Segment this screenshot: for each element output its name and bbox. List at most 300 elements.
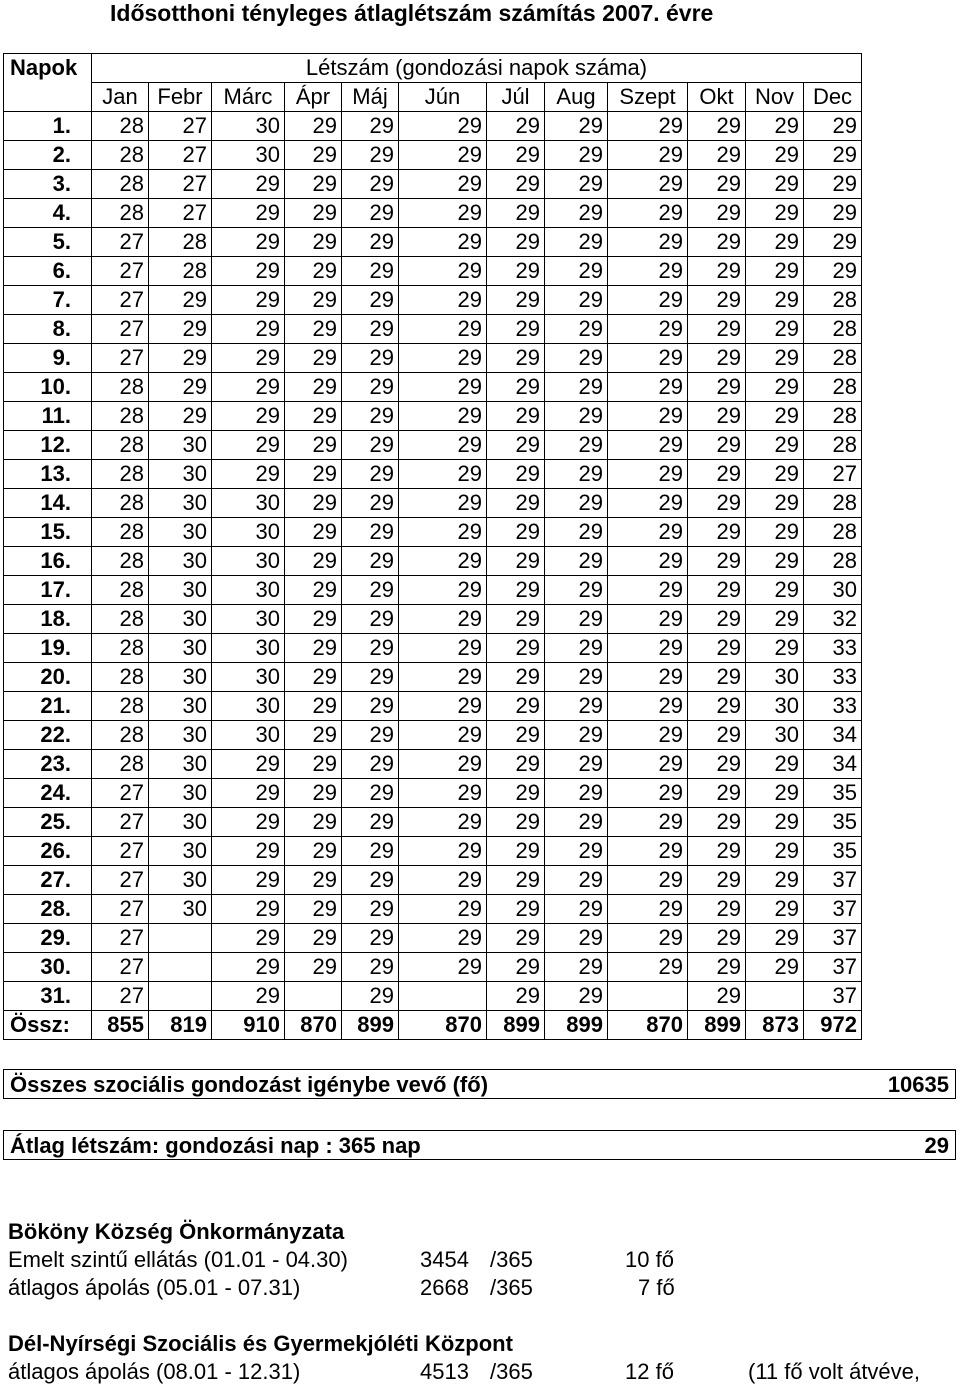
sum-cell: 910: [212, 1011, 285, 1040]
table-cell: 29: [688, 431, 746, 460]
table-cell: 27: [92, 228, 149, 257]
table-cell: 29: [487, 315, 545, 344]
table-cell: 27: [92, 315, 149, 344]
table-row: [4, 344, 862, 373]
table-cell: [149, 953, 212, 982]
table-cell: 29: [399, 953, 487, 982]
table-cell: 29: [399, 924, 487, 953]
table-cell: 29: [487, 431, 545, 460]
table-cell: 29: [342, 547, 399, 576]
table-cell: 29: [608, 663, 688, 692]
table-cell: 29: [688, 721, 746, 750]
month-header: Febr: [149, 83, 212, 112]
table-cell: 29: [688, 837, 746, 866]
table-cell: 29: [804, 112, 862, 141]
table-cell: 28: [92, 373, 149, 402]
table-cell: 29: [545, 344, 608, 373]
table-cell: 29: [804, 257, 862, 286]
table-cell: 29: [545, 141, 608, 170]
table-cell: 29: [285, 170, 342, 199]
table-cell: 29: [746, 634, 804, 663]
table-cell: 29: [399, 286, 487, 315]
table-cell: 29: [399, 605, 487, 634]
table-cell: 29: [487, 634, 545, 663]
table-cell: 28: [92, 634, 149, 663]
table-cell: 29: [399, 112, 487, 141]
table-row: [4, 402, 862, 431]
table-cell: 29: [487, 199, 545, 228]
day-label: 24.: [4, 779, 92, 808]
table-cell: 28: [92, 170, 149, 199]
table-cell: 30: [149, 576, 212, 605]
table-cell: 29: [212, 866, 285, 895]
table-cell: 27: [92, 866, 149, 895]
table-cell: 29: [342, 228, 399, 257]
table-cell: 29: [399, 257, 487, 286]
day-label: 31.: [4, 982, 92, 1011]
table-cell: 27: [804, 460, 862, 489]
table-cell: 29: [487, 953, 545, 982]
table-cell: 29: [342, 460, 399, 489]
table-cell: 27: [92, 953, 149, 982]
table-row: [4, 576, 862, 605]
table-cell: 28: [92, 199, 149, 228]
table-cell: 29: [746, 402, 804, 431]
table-cell: 29: [746, 112, 804, 141]
table-cell: 28: [804, 518, 862, 547]
table-cell: 29: [545, 112, 608, 141]
table-cell: 29: [342, 257, 399, 286]
org2-line-1-div: /365: [490, 1359, 533, 1384]
table-cell: 29: [608, 460, 688, 489]
day-label: 30.: [4, 953, 92, 982]
month-header: Márc: [212, 83, 285, 112]
table-cell: 29: [342, 634, 399, 663]
table-cell: [149, 924, 212, 953]
day-label: 21.: [4, 692, 92, 721]
sum-cell: 870: [608, 1011, 688, 1040]
table-cell: 29: [399, 721, 487, 750]
table-cell: 29: [608, 576, 688, 605]
table-cell: [285, 982, 342, 1011]
table-cell: 29: [545, 953, 608, 982]
table-cell: 30: [212, 663, 285, 692]
table-cell: 29: [149, 286, 212, 315]
org2-name: Dél-Nyírségi Szociális és Gyermekjóléti Központ: [8, 1331, 513, 1356]
table-cell: 29: [545, 721, 608, 750]
table-cell: 28: [92, 576, 149, 605]
table-cell: 29: [212, 460, 285, 489]
day-label: 22.: [4, 721, 92, 750]
table-cell: 29: [746, 489, 804, 518]
month-header: Aug: [545, 83, 608, 112]
table-cell: 29: [545, 750, 608, 779]
table-cell: [608, 982, 688, 1011]
table-cell: 29: [608, 112, 688, 141]
table-cell: 32: [804, 605, 862, 634]
table-cell: 30: [149, 721, 212, 750]
table-cell: 29: [487, 721, 545, 750]
table-cell: 29: [746, 953, 804, 982]
table-cell: 28: [92, 605, 149, 634]
table-cell: 29: [285, 402, 342, 431]
table-cell: 29: [342, 112, 399, 141]
table-cell: 29: [212, 953, 285, 982]
org1-line-1-desc: Emelt szintű ellátás (01.01 - 04.30): [8, 1247, 348, 1272]
table-cell: [746, 982, 804, 1011]
table-cell: 29: [746, 257, 804, 286]
table-cell: 28: [149, 228, 212, 257]
table-cell: 29: [608, 750, 688, 779]
table-row: [4, 721, 862, 750]
table-cell: 27: [92, 895, 149, 924]
table-cell: 29: [285, 489, 342, 518]
table-cell: 29: [608, 373, 688, 402]
table-cell: 30: [149, 431, 212, 460]
table-cell: 29: [545, 866, 608, 895]
table-cell: 29: [688, 257, 746, 286]
table-cell: 29: [487, 257, 545, 286]
table-cell: 30: [212, 141, 285, 170]
table-cell: 30: [212, 692, 285, 721]
table-row: [4, 779, 862, 808]
table-cell: 29: [399, 141, 487, 170]
table-cell: 35: [804, 808, 862, 837]
table-cell: 33: [804, 634, 862, 663]
table-cell: 29: [545, 373, 608, 402]
day-label: 12.: [4, 431, 92, 460]
day-label: 20.: [4, 663, 92, 692]
table-cell: 28: [92, 489, 149, 518]
table-cell: 29: [212, 924, 285, 953]
day-label: 11.: [4, 402, 92, 431]
month-header: Nov: [746, 83, 804, 112]
table-cell: 29: [688, 547, 746, 576]
table-cell: 37: [804, 924, 862, 953]
table-cell: 29: [285, 228, 342, 257]
sum-cell: 972: [804, 1011, 862, 1040]
table-cell: 29: [399, 866, 487, 895]
table-cell: 27: [92, 257, 149, 286]
table-cell: 27: [149, 112, 212, 141]
table-cell: 29: [608, 170, 688, 199]
org1-line-2-num: 2668: [420, 1275, 469, 1300]
table-cell: 34: [804, 750, 862, 779]
table-cell: 30: [212, 721, 285, 750]
table-cell: 29: [804, 199, 862, 228]
table-cell: 29: [342, 141, 399, 170]
table-cell: 29: [342, 170, 399, 199]
sum-cell: 870: [285, 1011, 342, 1040]
table-cell: 29: [342, 663, 399, 692]
table-row: [4, 924, 862, 953]
table-cell: 29: [746, 141, 804, 170]
table-cell: 29: [608, 431, 688, 460]
org1-line-2-res: 7 fő: [638, 1275, 675, 1300]
table-cell: 29: [399, 547, 487, 576]
total-box: [3, 1069, 956, 1099]
table-cell: 29: [688, 344, 746, 373]
table-cell: 29: [487, 779, 545, 808]
table-cell: 30: [149, 779, 212, 808]
table-cell: 29: [342, 866, 399, 895]
table-cell: 29: [608, 924, 688, 953]
table-cell: 29: [746, 866, 804, 895]
table-cell: 29: [285, 663, 342, 692]
table-row: [4, 547, 862, 576]
average-box: [3, 1130, 956, 1160]
table-cell: 29: [487, 924, 545, 953]
org2-line-1-desc: átlagos ápolás (08.01 - 12.31): [8, 1359, 301, 1384]
table-cell: 29: [487, 982, 545, 1011]
table-cell: 29: [688, 750, 746, 779]
table-cell: 29: [608, 286, 688, 315]
table-cell: 29: [487, 866, 545, 895]
table-cell: 29: [608, 228, 688, 257]
month-header: Jan: [92, 83, 149, 112]
table-cell: 29: [212, 286, 285, 315]
table-row: [4, 837, 862, 866]
table-cell: 29: [487, 170, 545, 199]
table-cell: 29: [688, 953, 746, 982]
day-label: 10.: [4, 373, 92, 402]
table-cell: 28: [804, 489, 862, 518]
day-label: 13.: [4, 460, 92, 489]
table-cell: 29: [487, 286, 545, 315]
table-cell: 29: [688, 286, 746, 315]
table-cell: 29: [608, 315, 688, 344]
table-cell: 29: [545, 663, 608, 692]
day-label: 17.: [4, 576, 92, 605]
table-cell: 29: [545, 692, 608, 721]
table-row: [4, 228, 862, 257]
table-cell: 29: [746, 228, 804, 257]
table-cell: 29: [285, 141, 342, 170]
table-cell: 30: [149, 750, 212, 779]
table-cell: 29: [487, 808, 545, 837]
table-cell: 29: [285, 895, 342, 924]
table-cell: 29: [746, 924, 804, 953]
table-cell: 29: [399, 315, 487, 344]
table-cell: 29: [746, 373, 804, 402]
sum-cell: 855: [92, 1011, 149, 1040]
table-cell: 29: [212, 750, 285, 779]
table-cell: 29: [285, 750, 342, 779]
table-cell: 27: [92, 808, 149, 837]
table-cell: 29: [285, 431, 342, 460]
month-header: Ápr: [285, 83, 342, 112]
table-cell: 29: [149, 315, 212, 344]
table-cell: 29: [688, 402, 746, 431]
table-cell: 30: [149, 518, 212, 547]
table-cell: 29: [285, 344, 342, 373]
table-cell: 29: [746, 344, 804, 373]
table-cell: 29: [285, 315, 342, 344]
org1-name: Bököny Község Önkormányzata: [8, 1219, 345, 1244]
table-cell: 29: [608, 547, 688, 576]
table-cell: 29: [545, 199, 608, 228]
org1-line-1-res: 10 fő: [625, 1247, 674, 1272]
table-cell: 29: [487, 692, 545, 721]
table-cell: 29: [487, 460, 545, 489]
table-cell: 29: [399, 634, 487, 663]
table-cell: 29: [746, 750, 804, 779]
org1-line-1-num: 3454: [420, 1247, 469, 1272]
table-cell: 27: [92, 982, 149, 1011]
sum-cell: 870: [399, 1011, 487, 1040]
table-cell: 27: [92, 924, 149, 953]
table-cell: 29: [342, 344, 399, 373]
table-cell: 29: [608, 866, 688, 895]
table-cell: 29: [342, 576, 399, 605]
table-cell: 29: [487, 228, 545, 257]
table-cell: 29: [285, 808, 342, 837]
table-cell: 29: [545, 402, 608, 431]
sum-row: [4, 1011, 862, 1040]
table-cell: 29: [149, 344, 212, 373]
table-row: [4, 518, 862, 547]
table-cell: 28: [804, 373, 862, 402]
table-cell: 29: [746, 779, 804, 808]
table-cell: 30: [149, 634, 212, 663]
table-cell: 29: [342, 924, 399, 953]
org1-line-2-desc: átlagos ápolás (05.01 - 07.31): [8, 1275, 301, 1300]
table-cell: 28: [804, 402, 862, 431]
table-cell: 29: [342, 750, 399, 779]
table-cell: 30: [149, 605, 212, 634]
table-cell: 29: [545, 170, 608, 199]
table-cell: 29: [688, 663, 746, 692]
table-cell: 29: [285, 866, 342, 895]
table-cell: 29: [608, 837, 688, 866]
table-cell: 29: [746, 605, 804, 634]
table-cell: 30: [149, 866, 212, 895]
table-cell: 30: [149, 547, 212, 576]
table-cell: 29: [746, 576, 804, 605]
table-cell: 29: [487, 837, 545, 866]
table-cell: [399, 982, 487, 1011]
table-cell: 30: [746, 692, 804, 721]
table-cell: 29: [487, 344, 545, 373]
table-cell: 35: [804, 837, 862, 866]
table-cell: 28: [92, 750, 149, 779]
org1-line-2-div: /365: [490, 1275, 533, 1300]
day-label: 29.: [4, 924, 92, 953]
table-cell: 29: [342, 315, 399, 344]
table-cell: 29: [746, 808, 804, 837]
table-cell: 29: [342, 953, 399, 982]
day-label: 7.: [4, 286, 92, 315]
day-label: 8.: [4, 315, 92, 344]
table-cell: 28: [804, 344, 862, 373]
table-cell: 29: [545, 431, 608, 460]
table-cell: 29: [285, 518, 342, 547]
table-cell: 29: [688, 982, 746, 1011]
table-cell: 30: [212, 634, 285, 663]
table-cell: 29: [342, 721, 399, 750]
table-cell: 29: [688, 315, 746, 344]
month-header: Okt: [688, 83, 746, 112]
day-label: 19.: [4, 634, 92, 663]
table-row: [4, 605, 862, 634]
table-cell: 29: [545, 808, 608, 837]
org1-line-1-div: /365: [490, 1247, 533, 1272]
table-cell: 29: [399, 228, 487, 257]
table-cell: 29: [688, 170, 746, 199]
day-label: 15.: [4, 518, 92, 547]
table-cell: 29: [688, 112, 746, 141]
table-cell: 29: [688, 808, 746, 837]
table-cell: 28: [804, 547, 862, 576]
table-cell: 28: [149, 257, 212, 286]
table-cell: 29: [688, 605, 746, 634]
table-cell: 29: [487, 547, 545, 576]
table-cell: 29: [285, 721, 342, 750]
table-cell: 29: [212, 344, 285, 373]
table-cell: 29: [342, 605, 399, 634]
month-header: Júl: [487, 83, 545, 112]
table-cell: 37: [804, 866, 862, 895]
table-cell: 29: [285, 634, 342, 663]
table-cell: 29: [399, 402, 487, 431]
table-cell: 29: [399, 518, 487, 547]
table-row: [4, 315, 862, 344]
table-row: [4, 895, 862, 924]
table-cell: 29: [608, 344, 688, 373]
header-letszam: Létszám (gondozási napok száma): [92, 54, 862, 83]
sum-cell: 899: [342, 1011, 399, 1040]
table-cell: 28: [92, 402, 149, 431]
table-cell: 29: [399, 344, 487, 373]
table-cell: 29: [545, 982, 608, 1011]
table-cell: 29: [608, 605, 688, 634]
table-cell: 29: [545, 576, 608, 605]
table-cell: 29: [487, 605, 545, 634]
table-cell: 29: [285, 286, 342, 315]
org2-line-1-note: (11 fő volt átvéve,: [748, 1359, 921, 1384]
table-cell: 29: [746, 460, 804, 489]
table-cell: 29: [545, 460, 608, 489]
average-label: Átlag létszám: gondozási nap : 365 nap: [10, 1133, 421, 1158]
table-cell: 29: [688, 576, 746, 605]
table-row: [4, 808, 862, 837]
org2-line-1-res: 12 fő: [625, 1359, 674, 1384]
table-cell: 29: [608, 808, 688, 837]
table-cell: 29: [399, 373, 487, 402]
table-cell: 27: [149, 199, 212, 228]
table-cell: 29: [399, 576, 487, 605]
table-cell: 29: [399, 460, 487, 489]
table-cell: 29: [688, 373, 746, 402]
table-cell: [149, 982, 212, 1011]
table-cell: 29: [487, 750, 545, 779]
day-label: 18.: [4, 605, 92, 634]
table-row: [4, 982, 862, 1011]
day-label: 25.: [4, 808, 92, 837]
table-cell: 29: [608, 953, 688, 982]
table-cell: 29: [212, 779, 285, 808]
month-header: Dec: [804, 83, 862, 112]
table-cell: 30: [212, 112, 285, 141]
table-cell: 29: [212, 228, 285, 257]
table-cell: 30: [746, 721, 804, 750]
table-cell: 28: [92, 460, 149, 489]
table-cell: 29: [212, 315, 285, 344]
sum-cell: 819: [149, 1011, 212, 1040]
table-cell: 29: [212, 199, 285, 228]
table-cell: 27: [92, 344, 149, 373]
table-cell: 29: [545, 837, 608, 866]
